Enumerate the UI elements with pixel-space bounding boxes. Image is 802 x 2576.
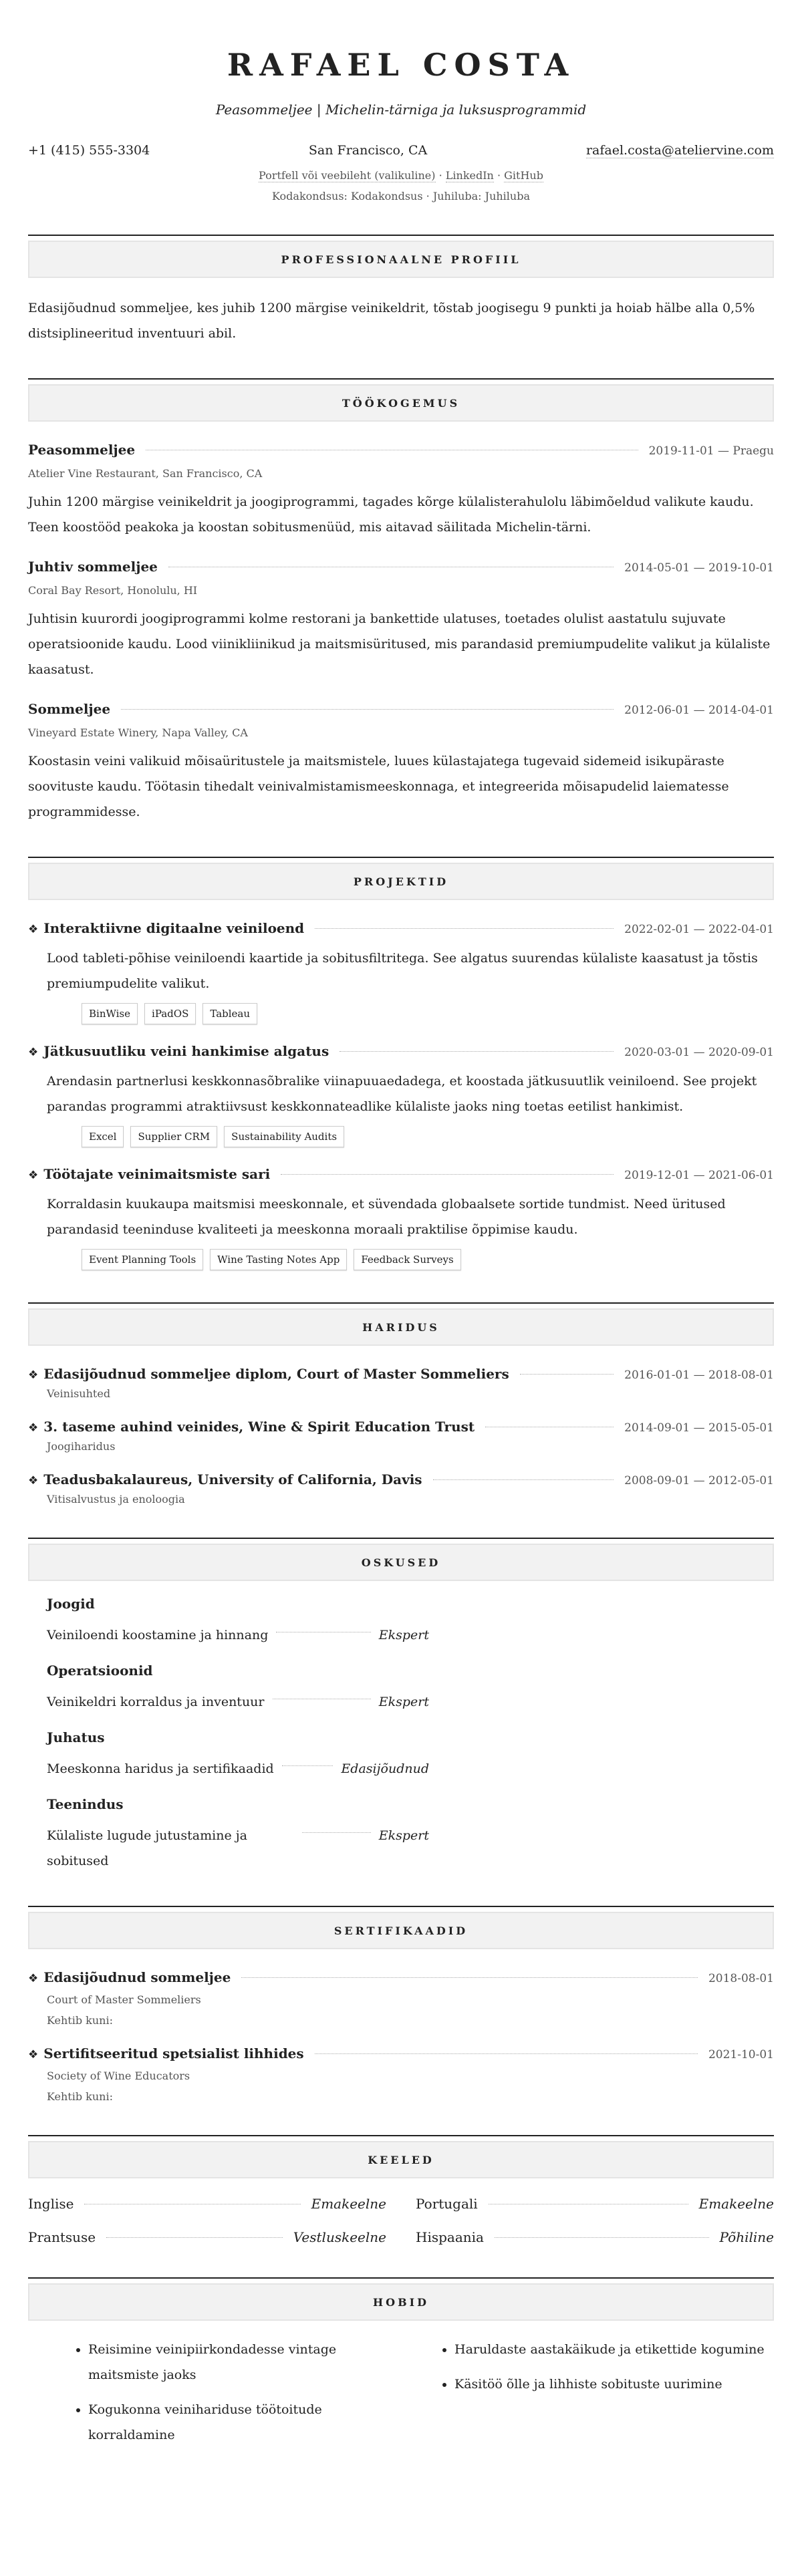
entry-title: Peasommeljee (28, 442, 136, 458)
skills-section (28, 1538, 774, 1874)
entry-header (28, 559, 774, 575)
language-name: Hispaania (416, 2229, 484, 2245)
tech-tag: iPadOS (144, 1003, 196, 1024)
language-name: Prantsuse (28, 2229, 96, 2245)
entry-title: Juhtiv sommeljee (28, 559, 158, 575)
hobby-item: • Haruldaste aastakäikude ja etikettide kogumine (454, 2337, 774, 2362)
language-level: Emakeelne (311, 2196, 386, 2212)
entry-header (28, 1043, 774, 1059)
dotted-leader (302, 1832, 371, 1833)
entry-dates: 2016-01-01 — 2018-08-01 (624, 1369, 774, 1382)
diamond-bullet-icon: ❖ (28, 1046, 39, 1059)
dotted-leader (315, 928, 614, 929)
job-description: Koostasin veini valikuid mõisaüritustele ja maitsmistele, luues külastajatega tugevaid sidemeid isikupäraste soovituste kaudu. Töötasin tihedalt veinivalmistamismeeskonnaga, et integreerida mõisapudelid laiematesse programmidesse. (28, 754, 729, 819)
entry-dates: 2008-09-01 — 2012-05-01 (624, 1474, 774, 1487)
skill-row (47, 1823, 429, 1874)
entry-title: Teadusbakalaureus, University of California, Davis (43, 1471, 422, 1487)
language-item (28, 2229, 386, 2245)
portfolio-link[interactable]: Portfell või veebileht (valikuline) (259, 169, 436, 182)
dotted-leader (495, 2237, 709, 2238)
skill-level: Ekspert (378, 1628, 429, 1642)
tech-tag: BinWise (82, 1003, 138, 1024)
languages-section (28, 2135, 774, 2245)
profile-links (28, 169, 774, 182)
diamond-bullet-icon: ❖ (28, 2048, 39, 2061)
hobbies-list-left (61, 2337, 408, 2457)
entry-header (28, 2045, 774, 2061)
dotted-leader (520, 1374, 614, 1375)
entry-dates: 2021-10-01 (708, 2048, 774, 2061)
email-link[interactable]: rafael.costa@ateliervine.com (585, 143, 774, 158)
separator: · (422, 190, 433, 202)
hobbies-section (28, 2277, 774, 2457)
certificates-section (28, 1906, 774, 2103)
diamond-bullet-icon: ❖ (28, 923, 39, 936)
field-of-study: Joogiharidus (47, 1440, 116, 1453)
certificate-validity: Kehtib kuni: (47, 2014, 113, 2027)
entry-title: Sommeljee (28, 701, 111, 717)
tech-tags (28, 1249, 774, 1270)
candidate-name: RAFAEL COSTA (227, 47, 575, 83)
skill-category: Operatsioonid (47, 1663, 153, 1679)
skill-level: Edasijõudnud (341, 1761, 429, 1776)
entry-title: Interaktiivne digitaalne veiniloend (43, 920, 305, 936)
diamond-bullet-icon: ❖ (28, 1421, 39, 1435)
tech-tag: Tableau (203, 1003, 257, 1024)
entry-title: Edasijõudnud sommeljee diplom, Court of Master Sommeliers (43, 1366, 509, 1382)
education-entry (28, 1366, 774, 1400)
experience-entry (28, 442, 774, 540)
entry-title: Jätkusuutliku veini hankimise algatus (43, 1043, 329, 1059)
skill-row (47, 1689, 429, 1715)
entry-header (28, 1366, 774, 1382)
entry-title: Edasijõudnud sommeljee (43, 1969, 231, 1985)
certificate-issuer: Court of Master Sommeliers (47, 1993, 201, 2006)
entry-header (28, 701, 774, 717)
skill-group (47, 1663, 429, 1715)
diamond-bullet-icon: ❖ (28, 1474, 39, 1487)
company: Vineyard Estate Winery, Napa Valley, CA (28, 726, 248, 739)
certificate-issuer: Society of Wine Educators (47, 2069, 190, 2082)
experience-entry (28, 559, 774, 682)
location: San Francisco, CA (308, 143, 428, 158)
linkedin-link[interactable]: LinkedIn (445, 169, 494, 182)
company: Atelier Vine Restaurant, San Francisco, CA (28, 467, 263, 480)
phone: +1 (415) 555-3304 (28, 143, 150, 158)
tech-tag: Event Planning Tools (82, 1249, 203, 1270)
tech-tag: Wine Tasting Notes App (210, 1249, 347, 1270)
summary-section (28, 235, 774, 346)
skill-row (47, 1756, 429, 1781)
dotted-leader (106, 2237, 283, 2238)
project-entry (28, 920, 774, 1024)
entry-dates: 2012-06-01 — 2014-04-01 (624, 704, 774, 717)
project-description: Arendasin partnerlusi keskkonnasõbralike viinapuuaedadega, et koostada jätkusuutlik veiniloend. See projekt parandas programmi atraktiivsust keskkonnateadlike külaliste jaoks ning toetas eetilist hankimist. (47, 1074, 757, 1114)
entry-header (28, 1166, 774, 1182)
language-level: Emakeelne (698, 2196, 774, 2212)
hobby-item: • Kogukonna veinihariduse töötoitude korraldamine (88, 2397, 408, 2448)
dotted-leader (315, 2053, 698, 2054)
diamond-bullet-icon: ❖ (28, 1972, 39, 1985)
entry-title: Töötajate veinimaitsmiste sari (43, 1166, 271, 1182)
entry-header (28, 1471, 774, 1487)
diamond-bullet-icon: ❖ (28, 1369, 39, 1382)
project-description: Korraldasin kuukaupa maitsmisi meeskonnale, et süvendada globaalsete sortide tundmist. Need üritused parandasid teeninduse kvaliteeti ja meeskonna moraali praktilise õppimise kaudu. (47, 1197, 726, 1237)
citizenship: Kodakondsus: Kodakondsus (272, 190, 423, 202)
language-item (28, 2196, 386, 2212)
skill-name: Külaliste lugude jutustamine ja sobitused (47, 1828, 247, 1868)
skill-level: Ekspert (378, 1828, 429, 1843)
education-section (28, 1302, 774, 1506)
language-name: Inglise (28, 2196, 74, 2212)
resume-header (28, 47, 774, 202)
contact-row (28, 143, 774, 158)
dotted-leader (241, 1977, 698, 1978)
experience-entry (28, 701, 774, 825)
entry-header (28, 1969, 774, 1985)
skill-category: Teenindus (47, 1796, 124, 1812)
entry-dates: 2022-02-01 — 2022-04-01 (624, 923, 774, 936)
language-level: Vestluskeelne (293, 2229, 386, 2245)
language-item (416, 2229, 774, 2245)
skill-level: Ekspert (378, 1695, 429, 1709)
entry-header (28, 442, 774, 458)
project-entry (28, 1043, 774, 1147)
summary-text: Edasijõudnud sommeljee, kes juhib 1200 märgise veinikeldrit, tõstab joogisegu 9 punkti ja hoiab hälbe alla 0,5% distsiplineeritud inventuuri abil. (28, 301, 755, 341)
field-of-study: Veinisuhted (47, 1387, 111, 1400)
tech-tag: Feedback Surveys (354, 1249, 460, 1270)
experience-section (28, 378, 774, 825)
section-heading: HARIDUS (28, 1308, 774, 1346)
entry-header (28, 1419, 774, 1435)
job-description: Juhtisin kuurordi joogiprogrammi kolme restorani ja bankettide ulatuses, toetades olulist aastatulu sujuvate operatsioonide kaudu. Lood viinikliinikud ja maitsmisüritused, mis parandasid premiumpudelite valikut ja külaliste kaasatust. (28, 611, 771, 677)
section-heading: PROFESSIONAALNE PROFIIL (28, 241, 774, 278)
entry-title: Sertifitseeritud spetsialist lihhides (43, 2045, 304, 2061)
projects-section (28, 857, 774, 1270)
section-heading: HOBID (28, 2283, 774, 2321)
company: Coral Bay Resort, Honolulu, HI (28, 584, 198, 597)
tech-tag: Excel (82, 1126, 124, 1147)
skill-category: Joogid (47, 1596, 95, 1612)
separator: · (435, 169, 446, 182)
entry-dates: 2020-03-01 — 2020-09-01 (624, 1046, 774, 1059)
section-heading: SERTIFIKAADID (28, 1912, 774, 1949)
dotted-leader (433, 1479, 614, 1480)
project-description: Lood tableti-põhise veiniloendi kaartide ja sobitusfiltritega. See algatus suurendas külaliste kaasatust ja tõstis premiumpudelite valikut. (47, 951, 758, 991)
tech-tag: Sustainability Audits (224, 1126, 344, 1147)
skill-group (47, 1729, 429, 1781)
education-entry (28, 1471, 774, 1506)
entry-dates: 2019-12-01 — 2021-06-01 (624, 1169, 774, 1182)
section-heading: KEELED (28, 2141, 774, 2178)
education-entry (28, 1419, 774, 1453)
language-item (416, 2196, 774, 2212)
field-of-study: Vitisalvustus ja enoloogia (47, 1493, 185, 1506)
hobby-item: • Käsitöö õlle ja lihhiste sobituste uurimine (454, 2372, 774, 2397)
candidate-title: Peasommeljee | Michelin-tärniga ja luksusprogrammid (215, 102, 587, 118)
entry-dates: 2019-11-01 — Praegu (648, 444, 774, 458)
language-level: Põhiline (719, 2229, 774, 2245)
skill-category: Juhatus (47, 1729, 105, 1745)
drivers-license: Juhiluba: Juhiluba (432, 190, 530, 202)
tech-tags (28, 1126, 774, 1147)
project-entry (28, 1166, 774, 1270)
skill-group (47, 1596, 429, 1648)
skill-name: Veiniloendi koostamine ja hinnang (47, 1628, 269, 1642)
dotted-leader (121, 709, 614, 710)
entry-header (28, 920, 774, 936)
section-heading: TÖÖKOGEMUS (28, 384, 774, 422)
skill-name: Meeskonna haridus ja sertifikaadid (47, 1761, 274, 1776)
github-link[interactable]: GitHub (504, 169, 543, 182)
dotted-leader (282, 1765, 333, 1766)
entry-title: 3. taseme auhind veinides, Wine & Spirit Education Trust (43, 1419, 475, 1435)
tech-tags (28, 1003, 774, 1024)
hobby-item: • Reisimine veinipiirkondadesse vintage maitsmiste jaoks (88, 2337, 408, 2388)
skill-name: Veinikeldri korraldus ja inventuur (47, 1695, 265, 1709)
section-heading: OSKUSED (28, 1544, 774, 1581)
hobbies-list-right (428, 2337, 774, 2457)
certificate-entry (28, 2045, 774, 2103)
skill-group (47, 1796, 429, 1874)
certificate-entry (28, 1969, 774, 2027)
diamond-bullet-icon: ❖ (28, 1169, 39, 1182)
certificate-validity: Kehtib kuni: (47, 2090, 113, 2103)
separator: · (493, 169, 505, 182)
dotted-leader (340, 1051, 614, 1052)
skill-row (47, 1622, 429, 1648)
dotted-leader (281, 1174, 614, 1175)
section-heading: PROJEKTID (28, 863, 774, 900)
tech-tag: Supplier CRM (130, 1126, 217, 1147)
personal-meta (28, 190, 774, 202)
job-description: Juhin 1200 märgise veinikeldrit ja joogiprogrammi, tagades kõrge külalisterahulolu läbimõeldud valikute kaudu. Teen koostööd peakoka ja koostan sobitusmenüüd, mis aitavad säilitada Michelin-tärni. (28, 494, 754, 535)
entry-dates: 2014-05-01 — 2019-10-01 (624, 561, 774, 575)
entry-dates: 2014-09-01 — 2015-05-01 (624, 1421, 774, 1435)
language-name: Portugali (416, 2196, 478, 2212)
entry-dates: 2018-08-01 (708, 1972, 774, 1985)
